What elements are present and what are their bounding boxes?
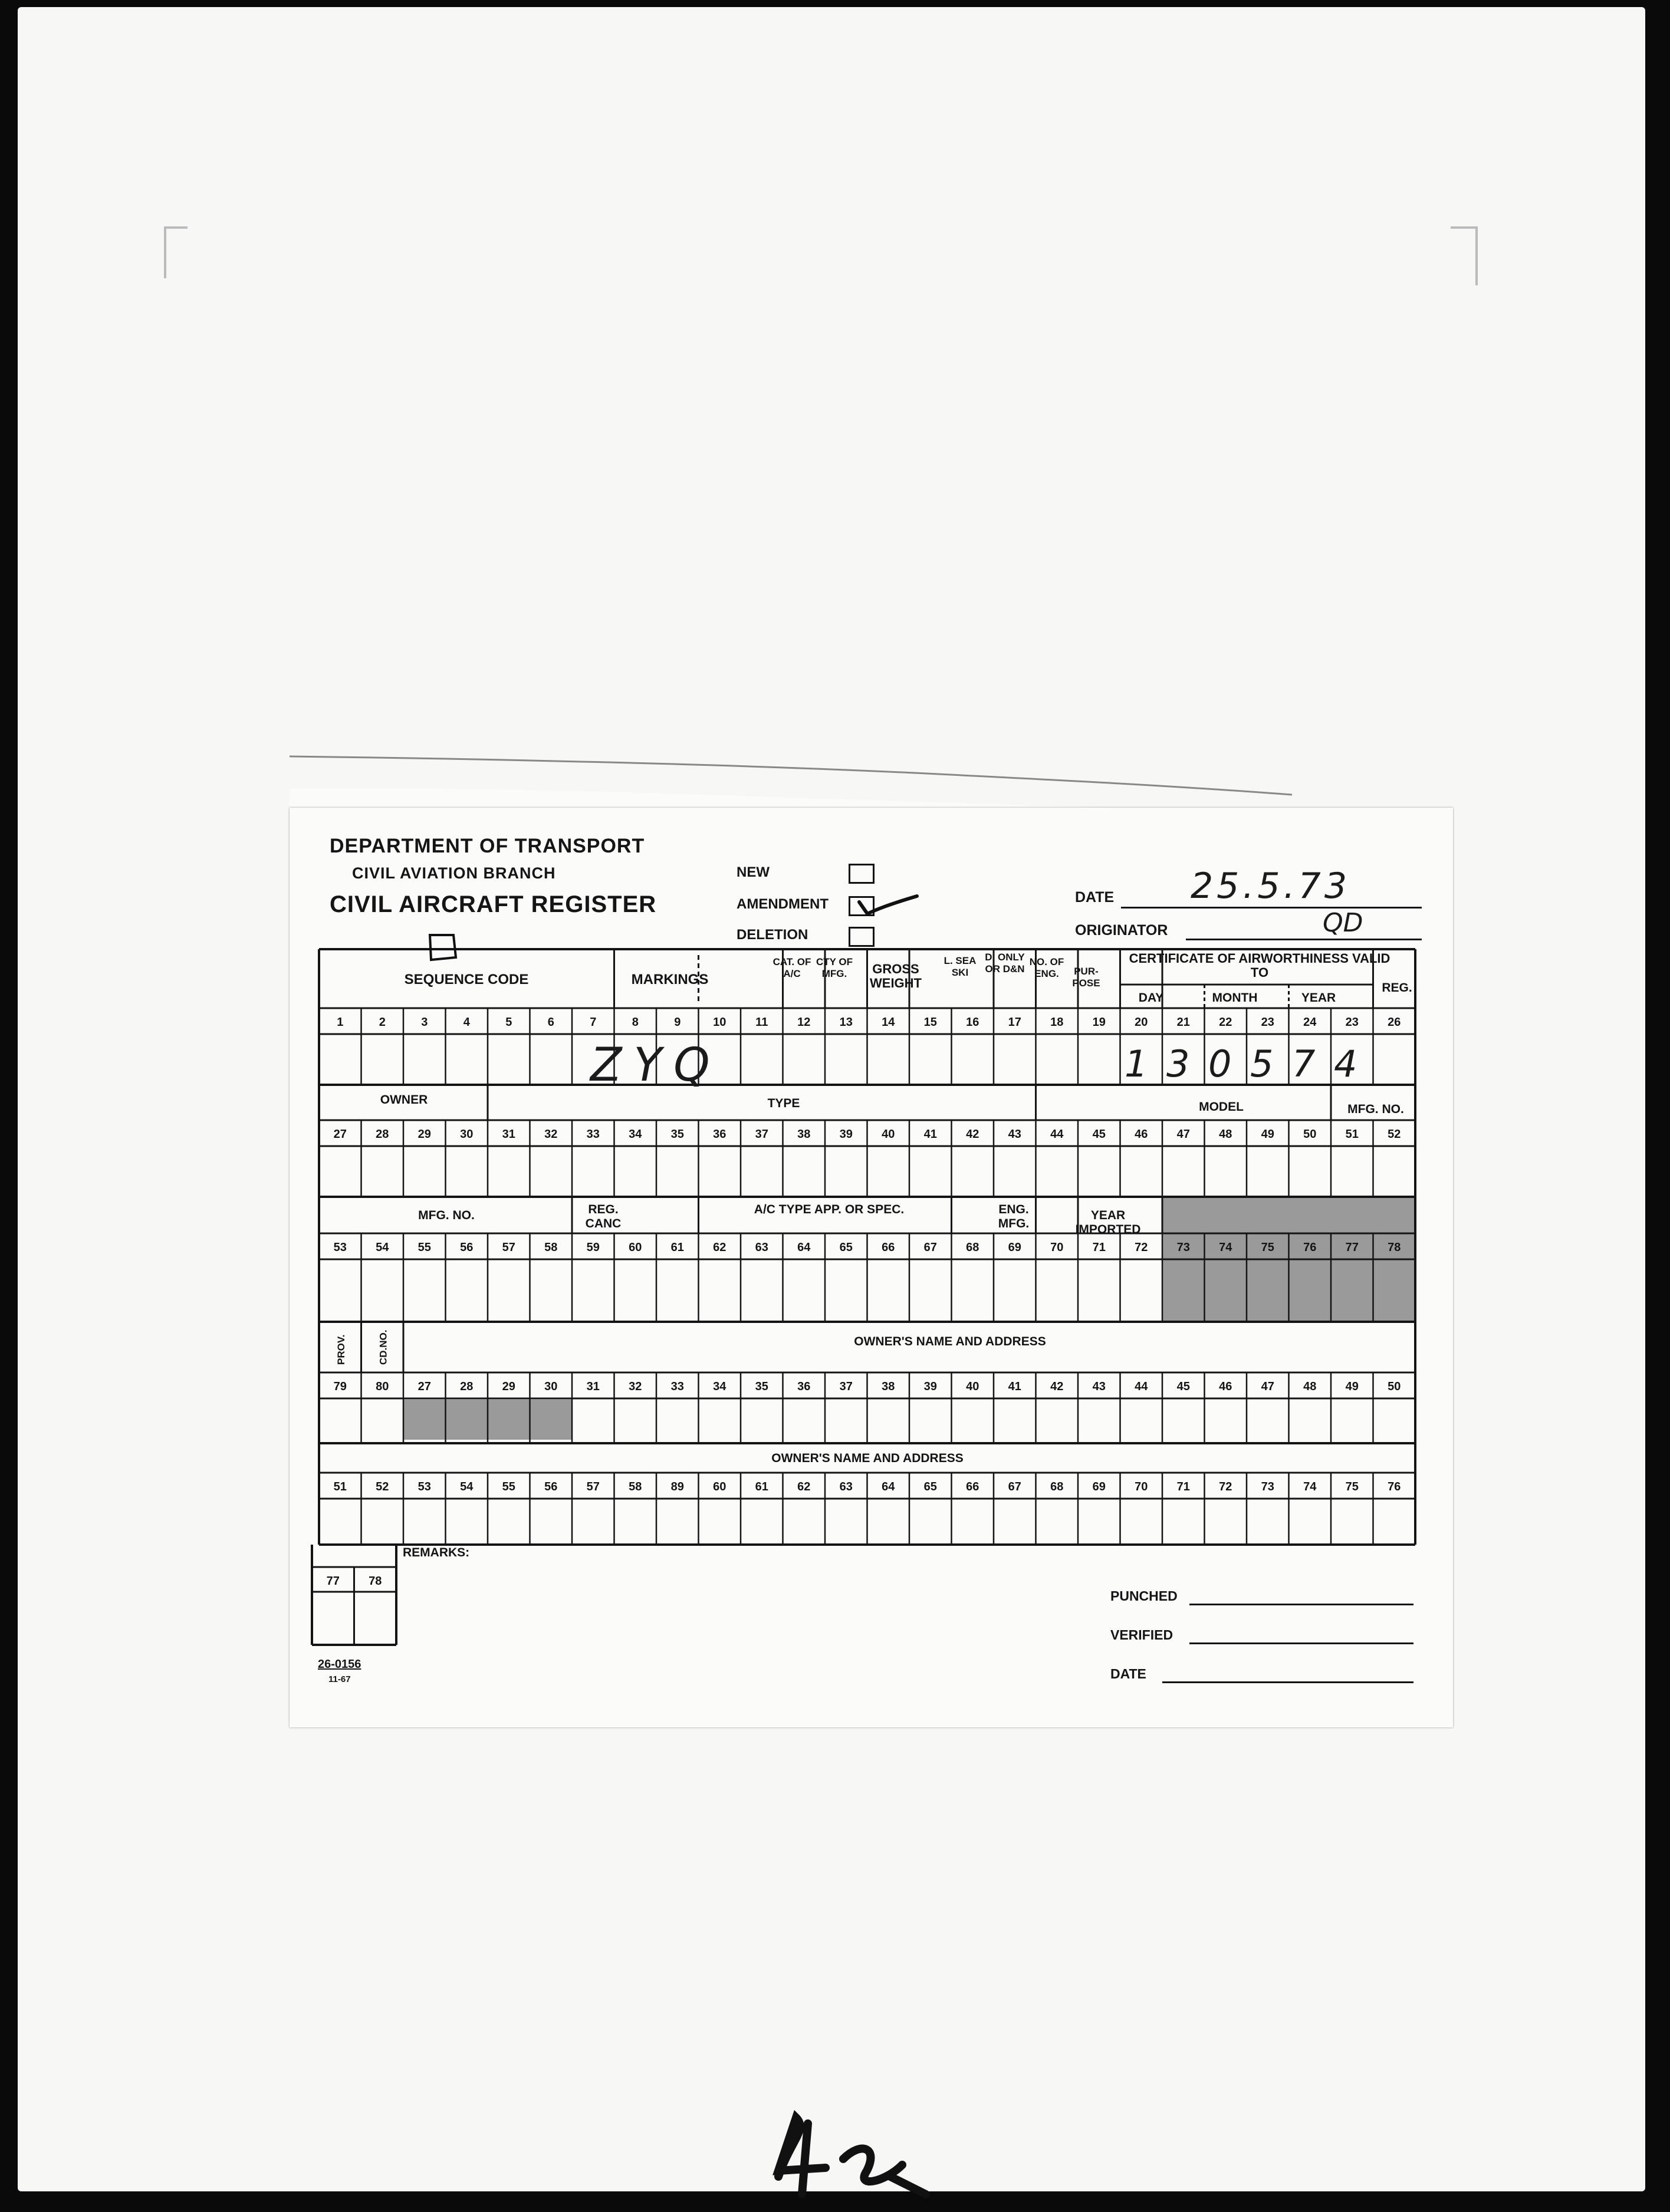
- column-number-4-3: 27: [418, 1380, 431, 1393]
- column-number-5-26: 76: [1388, 1480, 1401, 1493]
- column-number-5-19: 69: [1092, 1480, 1106, 1493]
- column-number-5-2: 52: [376, 1480, 389, 1493]
- action-new-label: NEW: [737, 864, 770, 880]
- column-number-1-13: 13: [839, 1016, 853, 1029]
- column-number-1-4: 4: [463, 1016, 470, 1029]
- column-number-3-5: 57: [502, 1241, 515, 1254]
- cty-label: CTY OF MFG.: [816, 956, 853, 979]
- column-number-5-11: 61: [755, 1480, 768, 1493]
- column-number-2-26: 52: [1388, 1128, 1401, 1141]
- department-title: DEPARTMENT OF TRANSPORT: [330, 835, 645, 857]
- form-title: CIVIL AIRCRAFT REGISTER: [330, 891, 657, 917]
- column-number-1-21: 21: [1176, 1016, 1190, 1029]
- column-number-1-25: 23: [1345, 1016, 1359, 1029]
- form-grid: [290, 808, 1453, 1727]
- no-of-eng-label: NO. OF ENG.: [1029, 956, 1064, 979]
- column-number-5-8: 58: [629, 1480, 642, 1493]
- remarks-column-number-2: 78: [369, 1575, 382, 1588]
- column-number-3-24: 76: [1303, 1241, 1317, 1254]
- column-number-2-8: 34: [629, 1128, 642, 1141]
- column-number-4-24: 48: [1303, 1380, 1317, 1393]
- column-number-1-7: 7: [590, 1016, 597, 1029]
- column-number-4-20: 44: [1135, 1380, 1148, 1393]
- column-number-3-23: 75: [1261, 1241, 1274, 1254]
- remarks-label: REMARKS:: [403, 1546, 470, 1559]
- column-number-3-2: 54: [376, 1241, 389, 1254]
- column-number-4-4: 28: [460, 1380, 474, 1393]
- column-number-3-1: 53: [333, 1241, 347, 1254]
- column-number-3-12: 64: [797, 1241, 811, 1254]
- footer-date-line: [1162, 1681, 1413, 1683]
- crop-mark-top-left-h: [164, 226, 188, 229]
- column-number-3-19: 71: [1092, 1241, 1106, 1254]
- year-imported-label: YEAR IMPORTED: [1075, 1209, 1141, 1236]
- column-number-3-6: 58: [544, 1241, 558, 1254]
- column-number-5-1: 51: [333, 1480, 347, 1493]
- crop-mark-top-right: [1475, 226, 1478, 285]
- ac-type-label: A/C TYPE APP. OR SPEC.: [754, 1203, 905, 1216]
- column-number-3-3: 55: [418, 1241, 431, 1254]
- action-amendment-label: AMENDMENT: [737, 896, 829, 912]
- column-number-1-5: 5: [505, 1016, 512, 1029]
- column-number-4-6: 30: [544, 1380, 558, 1393]
- cat-label: CAT. OF A/C: [772, 956, 811, 979]
- column-number-4-21: 45: [1176, 1380, 1190, 1393]
- column-number-5-9: 89: [670, 1480, 684, 1493]
- verified-label: VERIFIED: [1110, 1627, 1173, 1642]
- donly-label: D. ONLY OR D&N: [985, 952, 1025, 975]
- column-number-3-26: 78: [1388, 1241, 1401, 1254]
- column-number-2-1: 27: [333, 1128, 347, 1141]
- month-label: MONTH: [1212, 991, 1258, 1005]
- column-number-4-7: 31: [586, 1380, 600, 1393]
- originator-label: ORIGINATOR: [1075, 922, 1168, 939]
- column-number-5-22: 72: [1219, 1480, 1232, 1493]
- column-number-3-7: 59: [586, 1241, 600, 1254]
- column-number-3-9: 61: [670, 1241, 684, 1254]
- column-number-3-4: 56: [460, 1241, 474, 1254]
- column-number-5-16: 66: [966, 1480, 979, 1493]
- column-number-5-14: 64: [882, 1480, 895, 1493]
- column-number-4-25: 49: [1345, 1380, 1359, 1393]
- date-value[interactable]: 25.5.73: [1191, 865, 1351, 907]
- column-number-2-4: 30: [460, 1128, 474, 1141]
- column-number-1-11: 11: [755, 1016, 768, 1029]
- column-number-5-10: 60: [713, 1480, 726, 1493]
- purpose-label: PUR- POSE: [1072, 966, 1100, 989]
- column-number-2-19: 45: [1092, 1128, 1106, 1141]
- column-number-3-14: 66: [882, 1241, 895, 1254]
- column-number-2-25: 51: [1345, 1128, 1359, 1141]
- column-number-4-2: 80: [376, 1380, 389, 1393]
- seq-code-mark: [425, 931, 461, 967]
- gross-weight-label: GROSS WEIGHT: [870, 962, 922, 990]
- column-number-4-16: 40: [966, 1380, 979, 1393]
- column-number-1-23: 23: [1261, 1016, 1274, 1029]
- markings-label: MARKINGS: [631, 972, 709, 988]
- punched-line: [1189, 1604, 1413, 1605]
- column-number-4-19: 43: [1092, 1380, 1106, 1393]
- model-label: MODEL: [1199, 1100, 1244, 1114]
- column-number-4-5: 29: [502, 1380, 515, 1393]
- column-number-2-16: 42: [966, 1128, 979, 1141]
- cdno-label: CD.NO.: [377, 1329, 389, 1365]
- column-number-1-10: 10: [713, 1016, 726, 1029]
- seq-code-label: SEQUENCE CODE: [404, 972, 529, 988]
- column-number-3-11: 63: [755, 1241, 768, 1254]
- column-number-3-20: 72: [1135, 1241, 1148, 1254]
- column-number-1-15: 15: [923, 1016, 937, 1029]
- owner-label: OWNER: [380, 1093, 428, 1107]
- column-number-4-26: 50: [1388, 1380, 1401, 1393]
- column-number-5-17: 67: [1008, 1480, 1021, 1493]
- remarks-column-number-1: 77: [326, 1575, 340, 1588]
- column-number-3-8: 60: [629, 1241, 642, 1254]
- branch-title: CIVIL AVIATION BRANCH: [352, 864, 556, 882]
- column-number-2-17: 43: [1008, 1128, 1021, 1141]
- column-number-1-22: 22: [1219, 1016, 1232, 1029]
- column-number-5-24: 74: [1303, 1480, 1317, 1493]
- column-number-5-15: 65: [923, 1480, 937, 1493]
- column-number-5-13: 63: [839, 1480, 853, 1493]
- column-number-5-4: 54: [460, 1480, 474, 1493]
- column-number-3-17: 69: [1008, 1241, 1021, 1254]
- coa-digit-5[interactable]: 7: [1292, 1042, 1316, 1085]
- column-number-1-3: 3: [421, 1016, 428, 1029]
- column-number-4-13: 37: [839, 1380, 853, 1393]
- coa-digit-2[interactable]: 3: [1166, 1042, 1190, 1085]
- column-number-2-6: 32: [544, 1128, 558, 1141]
- column-number-2-9: 35: [670, 1128, 684, 1141]
- column-number-3-18: 70: [1050, 1241, 1064, 1254]
- column-number-2-21: 47: [1176, 1128, 1190, 1141]
- column-number-1-20: 20: [1135, 1016, 1148, 1029]
- owner-name-label-1: OWNER'S NAME AND ADDRESS: [854, 1335, 1046, 1348]
- coa-digit-1[interactable]: 1: [1125, 1042, 1148, 1085]
- column-number-5-23: 73: [1261, 1480, 1274, 1493]
- form-number: 26-0156: [318, 1658, 361, 1671]
- year-label: YEAR: [1301, 991, 1336, 1005]
- column-number-2-12: 38: [797, 1128, 811, 1141]
- column-number-5-3: 53: [418, 1480, 431, 1493]
- reg-canc-label: REG. CANC: [585, 1203, 622, 1230]
- column-number-3-25: 77: [1345, 1241, 1359, 1254]
- column-number-3-16: 68: [966, 1241, 979, 1254]
- column-number-1-1: 1: [337, 1016, 344, 1029]
- column-number-1-6: 6: [547, 1016, 554, 1029]
- column-number-4-1: 79: [333, 1380, 347, 1393]
- mfg-no-label-2: MFG. NO.: [1347, 1102, 1404, 1116]
- column-number-2-13: 39: [839, 1128, 853, 1141]
- column-number-2-15: 41: [923, 1128, 937, 1141]
- column-number-4-12: 36: [797, 1380, 811, 1393]
- eng-mfg-label: ENG. MFG.: [998, 1203, 1030, 1230]
- column-number-5-7: 57: [586, 1480, 600, 1493]
- column-number-5-21: 71: [1176, 1480, 1190, 1493]
- column-number-4-15: 39: [923, 1380, 937, 1393]
- column-number-4-10: 34: [713, 1380, 726, 1393]
- column-number-2-14: 40: [882, 1128, 895, 1141]
- column-number-4-18: 42: [1050, 1380, 1064, 1393]
- coa-digit-6[interactable]: 4: [1334, 1042, 1357, 1085]
- column-number-4-23: 47: [1261, 1380, 1274, 1393]
- action-deletion-label: DELETION: [737, 927, 808, 943]
- originator-value[interactable]: QD: [1323, 908, 1363, 938]
- column-number-2-18: 44: [1050, 1128, 1064, 1141]
- column-number-5-18: 68: [1050, 1480, 1064, 1493]
- footer-date-label: DATE: [1110, 1666, 1146, 1681]
- column-number-2-20: 46: [1135, 1128, 1148, 1141]
- verified-line: [1189, 1642, 1413, 1644]
- column-number-1-8: 8: [632, 1016, 639, 1029]
- type-label: TYPE: [767, 1097, 800, 1110]
- coa-digit-3[interactable]: 0: [1208, 1042, 1232, 1085]
- column-number-5-25: 75: [1345, 1480, 1359, 1493]
- column-number-2-7: 33: [586, 1128, 600, 1141]
- column-number-2-2: 28: [376, 1128, 389, 1141]
- prov-label: PROV.: [335, 1334, 347, 1365]
- column-number-5-5: 55: [502, 1480, 515, 1493]
- column-number-3-13: 65: [839, 1241, 853, 1254]
- column-number-4-22: 46: [1219, 1380, 1232, 1393]
- column-number-1-14: 14: [882, 1016, 895, 1029]
- crop-mark-top-right-h: [1451, 226, 1478, 229]
- column-number-1-17: 17: [1008, 1016, 1021, 1029]
- punched-label: PUNCHED: [1110, 1588, 1178, 1604]
- column-number-1-16: 16: [966, 1016, 979, 1029]
- column-number-5-6: 56: [544, 1480, 558, 1493]
- column-number-3-10: 62: [713, 1241, 726, 1254]
- reg-label: REG.: [1382, 981, 1412, 995]
- column-number-1-2: 2: [379, 1016, 386, 1029]
- column-number-4-14: 38: [882, 1380, 895, 1393]
- date-label: DATE: [1075, 889, 1115, 906]
- coa-digit-4[interactable]: 5: [1250, 1042, 1274, 1085]
- day-label: DAY: [1138, 991, 1164, 1005]
- column-number-4-8: 32: [629, 1380, 642, 1393]
- column-number-2-10: 36: [713, 1128, 726, 1141]
- register-card: [290, 808, 1453, 1727]
- column-number-2-22: 48: [1219, 1128, 1232, 1141]
- column-number-4-9: 33: [670, 1380, 684, 1393]
- column-number-3-22: 74: [1219, 1241, 1232, 1254]
- column-number-2-24: 50: [1303, 1128, 1317, 1141]
- column-number-1-9: 9: [674, 1016, 681, 1029]
- column-number-5-20: 70: [1135, 1480, 1148, 1493]
- handwritten-page-mark: [755, 2106, 932, 2206]
- crop-mark-top-left: [164, 226, 166, 278]
- column-number-4-17: 41: [1008, 1380, 1021, 1393]
- column-number-1-18: 18: [1050, 1016, 1064, 1029]
- column-number-5-12: 62: [797, 1480, 811, 1493]
- lseaski-label: L. SEA SKI: [944, 955, 977, 978]
- column-number-1-19: 19: [1092, 1016, 1106, 1029]
- column-number-1-12: 12: [797, 1016, 811, 1029]
- column-number-1-26: 26: [1388, 1016, 1401, 1029]
- column-number-2-23: 49: [1261, 1128, 1274, 1141]
- column-number-1-24: 24: [1303, 1016, 1317, 1029]
- mfg-no-label-3: MFG. NO.: [418, 1209, 475, 1222]
- column-number-2-11: 37: [755, 1128, 768, 1141]
- column-number-2-5: 31: [502, 1128, 515, 1141]
- owner-name-label-2: OWNER'S NAME AND ADDRESS: [771, 1451, 964, 1465]
- column-number-3-21: 73: [1176, 1241, 1190, 1254]
- column-number-4-11: 35: [755, 1380, 768, 1393]
- column-number-3-15: 67: [923, 1241, 937, 1254]
- form-revision: 11-67: [328, 1674, 351, 1684]
- column-number-2-3: 29: [418, 1128, 431, 1141]
- coa-label: CERTIFICATE OF AIRWORTHINESS VALID TO: [1129, 951, 1390, 980]
- markings-value[interactable]: ZYQ: [590, 1039, 722, 1092]
